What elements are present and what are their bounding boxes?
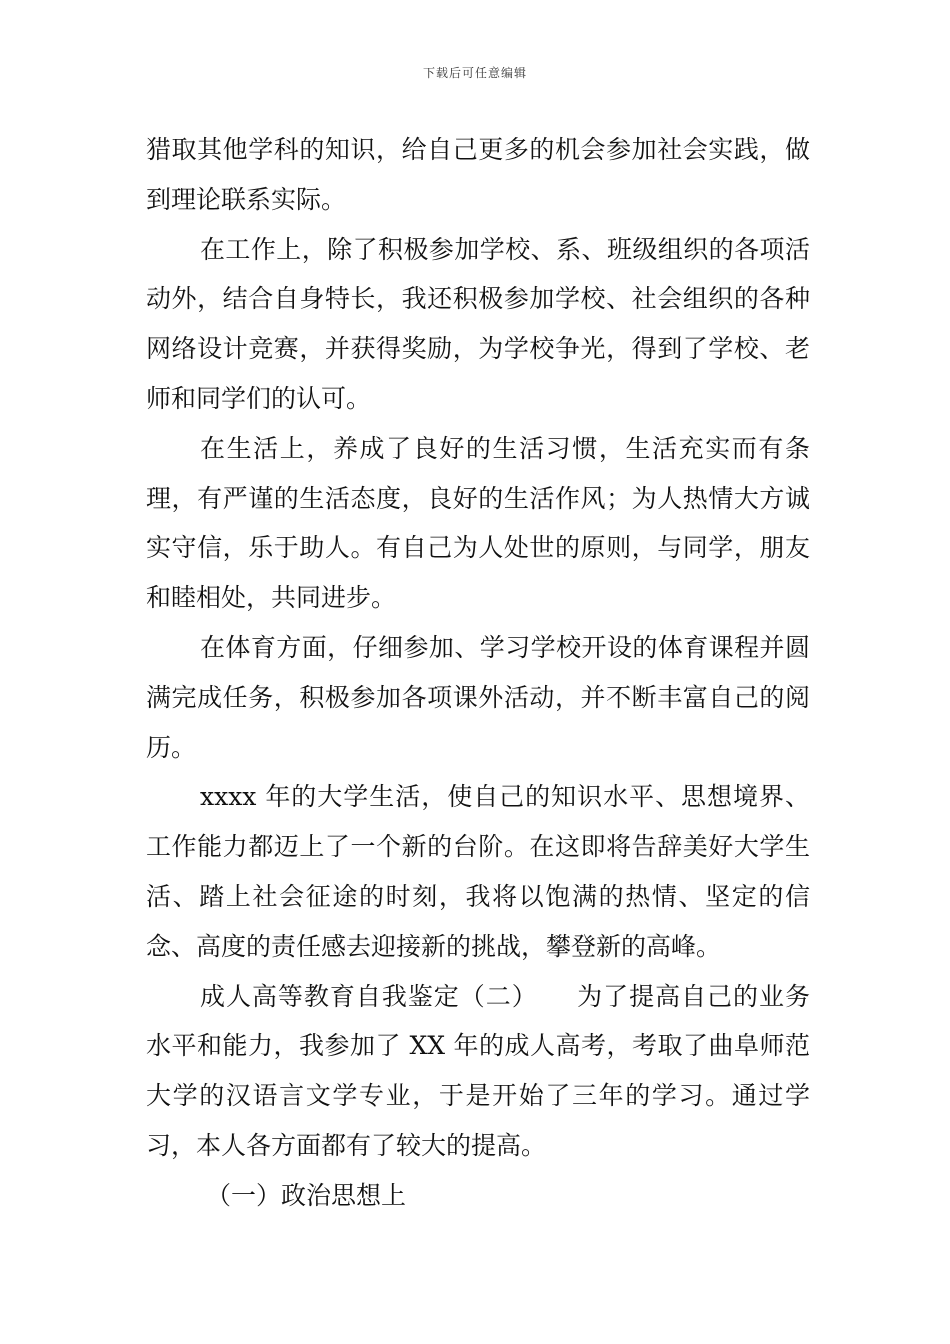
section-heading-politics: （一）政治思想上 — [206, 1180, 407, 1210]
paragraph-sports: 在体育方面，仔细参加、学习学校开设的体育课程并圆满完成任务，积极参加各项课外活动，并不断丰富自己的阅历。 — [146, 632, 810, 762]
document-body — [146, 125, 810, 1221]
paragraph-adult-education: 成人高等教育自我鉴定（二） 为了提高自己的业务水平和能力，我参加了 XX 年的成人高考，考取了曲阜师范大学的汉语言文学专业，于是开始了三年的学习。通过学习，本人各方面都有了较大的提高。 — [146, 981, 810, 1160]
page-header: 下载后可任意编辑 — [422, 66, 527, 80]
paragraph-work: 在工作上，除了积极参加学校、系、班级组织的各项活动外，结合自身特长，我还积极参加学校、社会组织的各种网络设计竞赛，并获得奖励，为学校争光，得到了学校、老师和同学们的认可。 — [146, 234, 810, 413]
paragraph-1: 猎取其他学科的知识，给自己更多的机会参加社会实践，做到理论联系实际。 — [146, 135, 810, 214]
paragraph-university-life: xxxx 年的大学生活，使自己的知识水平、思想境界、工作能力都迈上了一个新的台阶。在这即将告辞美好大学生活、踏上社会征途的时刻，我将以饱满的热情、坚定的信念、高度的责任感去迎接新的挑战，攀登新的高峰。 — [146, 782, 810, 961]
paragraph-life: 在生活上，养成了良好的生活习惯，生活充实而有条理，有严谨的生活态度，良好的生活作风；为人热情大方诚实守信，乐于助人。有自己为人处世的原则，与同学，朋友和睦相处，共同进步。 — [146, 433, 810, 613]
